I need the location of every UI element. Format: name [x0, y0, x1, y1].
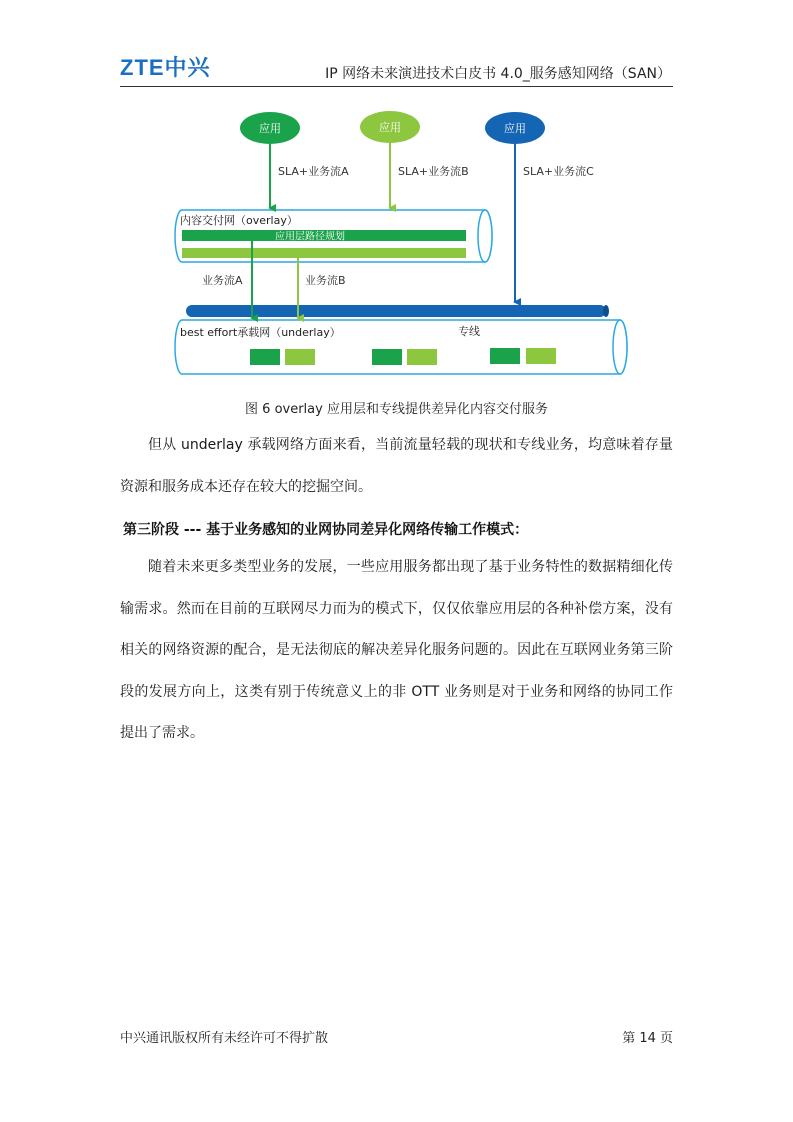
figure-caption: 图 6 overlay 应用层和专线提供差异化内容交付服务 — [245, 402, 548, 417]
app-node-b — [360, 111, 420, 143]
private-line-label: 专线 — [458, 325, 480, 338]
page-number: 第 14 页 — [622, 1031, 673, 1046]
private-line-bar — [186, 305, 609, 317]
svg-text:应用: 应用 — [259, 122, 281, 135]
document-title: IP 网络未来演进技术白皮书 4.0_服务感知网络（SAN） — [325, 66, 671, 82]
app-node-a — [240, 112, 300, 144]
sla-label-a: SLA+业务流A — [278, 165, 349, 178]
packet-block — [250, 349, 280, 365]
zte-logo: ZTE中兴 — [120, 55, 211, 80]
flow-label-b: 业务流B — [305, 274, 346, 287]
svg-text:应用: 应用 — [379, 121, 401, 134]
overlay-underlay-diagram — [120, 100, 673, 390]
overlay-label: 内容交付网（overlay） — [180, 214, 298, 227]
sla-label-b: SLA+业务流B — [398, 165, 469, 178]
app-node-c — [485, 112, 545, 144]
path-bar-light — [182, 248, 466, 258]
flow-label-a: 业务流A — [202, 274, 243, 287]
svg-text:应用: 应用 — [504, 122, 526, 135]
paragraph-stage-three: 随着未来更多类型业务的发展，一些应用服务都出现了基于业务特性的数据精细化传输需求。然而在目前的互联网尽力而为的模式下，仅仅依靠应用层的各种补偿方案，没有相关的网络资源的配合，是无法彻底的解决差异化服务问题的。因此在互联网业务第三阶段的发展方向上，这类有别于传统意义上的非 OTT 业务则是对于业务和网络的协同工作提出了需求。 — [120, 559, 673, 741]
underlay-label: best effort承载网（underlay） — [180, 326, 341, 339]
paragraph-underlay: 但从 underlay 承载网络方面来看，当前流量轻载的现状和专线业务，均意味着存量资源和服务成本还存在较大的挖掘空间。 — [120, 437, 673, 495]
section-heading: 第三阶段 --- 基于业务感知的业网协同差异化网络传输工作模式： — [123, 522, 529, 538]
packet-block — [490, 348, 520, 364]
sla-label-c: SLA+业务流C — [523, 165, 594, 178]
packet-block — [407, 349, 437, 365]
footer-copyright: 中兴通讯版权所有未经许可不得扩散 — [120, 1031, 329, 1046]
packet-block — [526, 348, 556, 364]
header-rule — [120, 86, 673, 87]
packet-block — [372, 349, 402, 365]
path-bar-label: 应用层路径规划 — [275, 231, 345, 243]
packet-block — [285, 349, 315, 365]
